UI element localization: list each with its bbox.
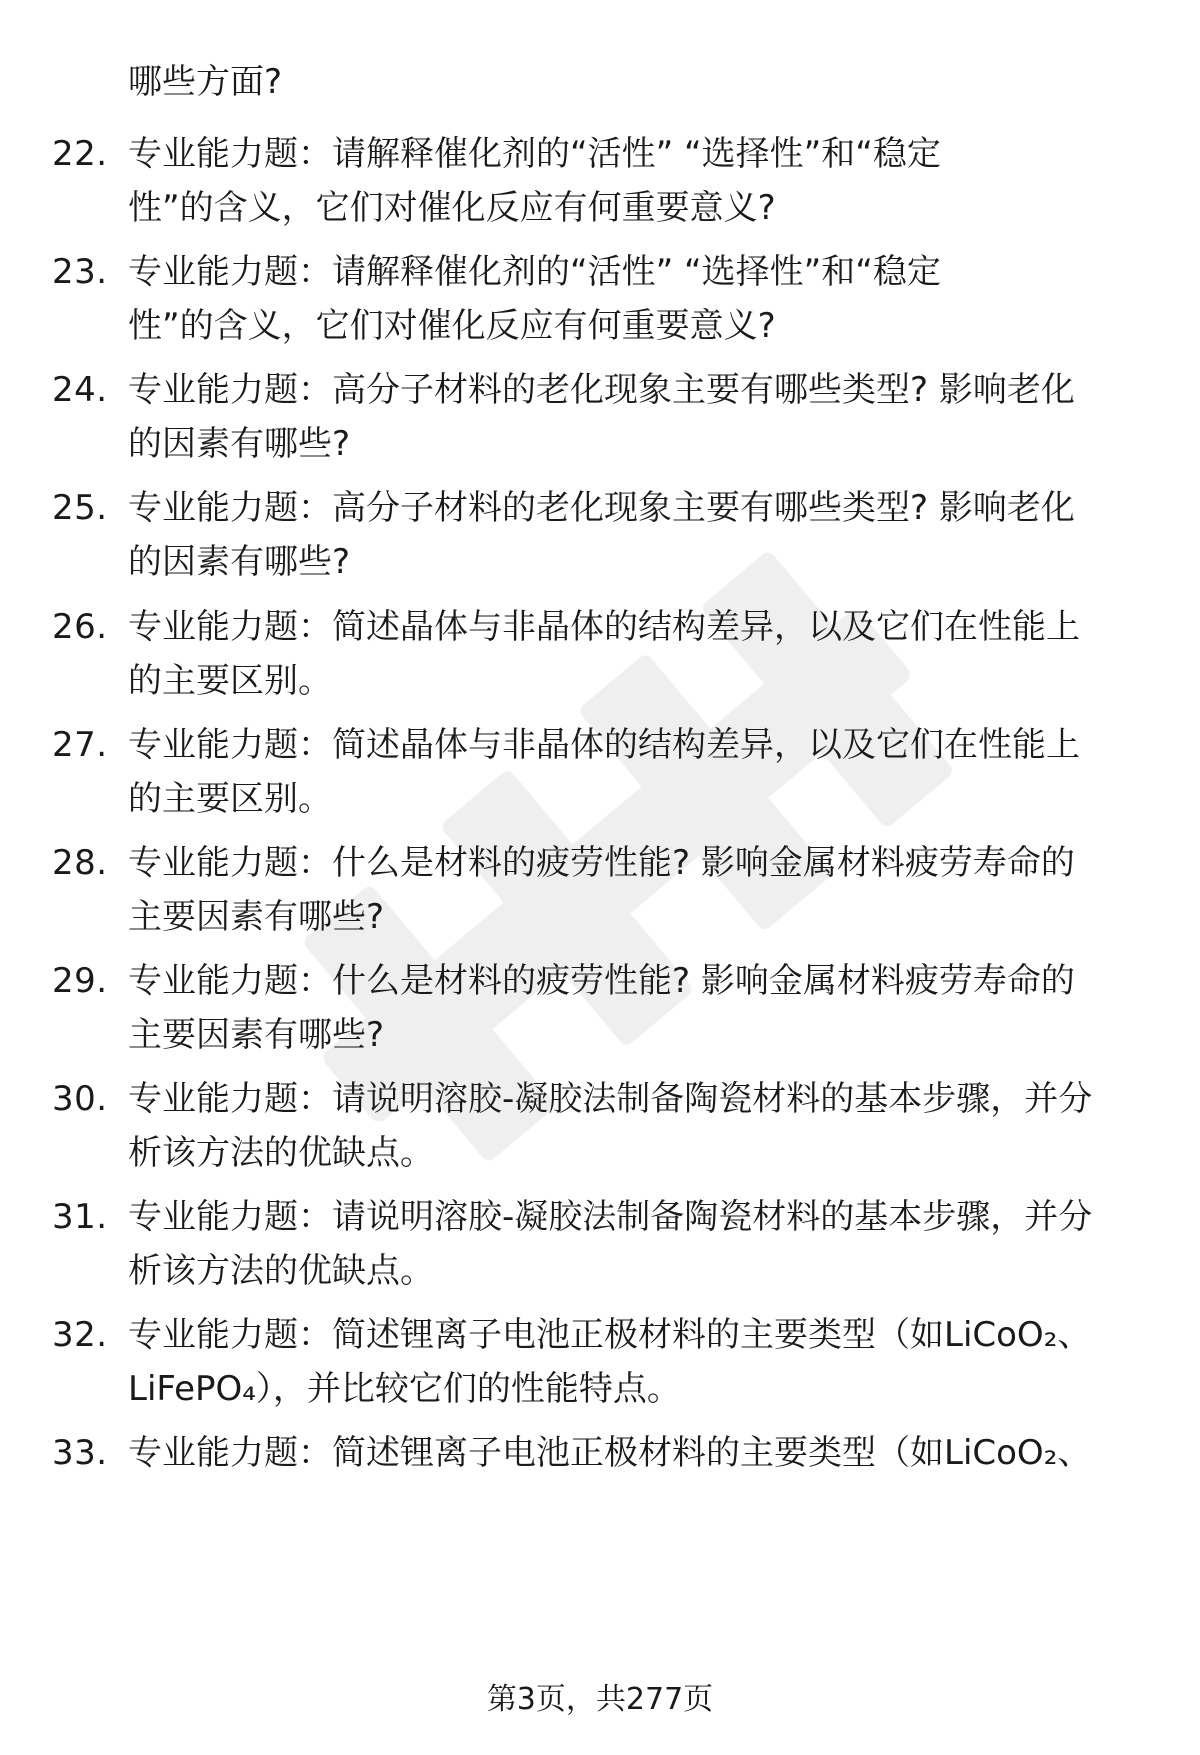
question-text-line2: 性”的含义，它们对催化反应有何重要意义? xyxy=(128,306,776,346)
question-text-line1: 专业能力题：简述晶体与非晶体的结构差异，以及它们在性能上 xyxy=(128,725,1080,765)
question-number: 23. xyxy=(52,252,108,292)
question-number: 32. xyxy=(52,1315,108,1355)
continued-question-text: 哪些方面? xyxy=(128,62,283,102)
question-number: 27. xyxy=(52,725,108,765)
question-text-line1: 专业能力题：什么是材料的疲劳性能? 影响金属材料疲劳寿命的 xyxy=(128,961,1075,1001)
question-text-line1: 专业能力题：高分子材料的老化现象主要有哪些类型? 影响老化 xyxy=(128,370,1075,410)
question-text-line1: 专业能力题：简述锂离子电池正极材料的主要类型（如LiCoO₂、 xyxy=(128,1433,1092,1473)
question-number: 22. xyxy=(52,134,108,174)
question-number: 31. xyxy=(52,1197,108,1237)
question-text-line2: 析该方法的优缺点。 xyxy=(128,1133,434,1173)
question-text-line2: LiFePO₄），并比较它们的性能特点。 xyxy=(128,1369,681,1409)
question-text-line2: 主要因素有哪些? xyxy=(128,897,385,937)
question-text-line1: 专业能力题：请说明溶胶-凝胶法制备陶瓷材料的基本步骤，并分 xyxy=(128,1079,1093,1119)
question-number: 26. xyxy=(52,607,108,647)
question-number: 25. xyxy=(52,488,108,528)
question-text-line1: 专业能力题：请解释催化剂的“活性” “选择性”和“稳定 xyxy=(128,252,941,292)
question-number: 33. xyxy=(52,1433,108,1473)
question-text-line2: 的因素有哪些? xyxy=(128,542,351,582)
question-text-line1: 专业能力题：简述锂离子电池正极材料的主要类型（如LiCoO₂、 xyxy=(128,1315,1092,1355)
question-text-line1: 专业能力题：请说明溶胶-凝胶法制备陶瓷材料的基本步骤，并分 xyxy=(128,1197,1093,1237)
question-text-line2: 性”的含义，它们对催化反应有何重要意义? xyxy=(128,188,776,228)
question-number: 28. xyxy=(52,843,108,883)
question-text-line1: 专业能力题：简述晶体与非晶体的结构差异，以及它们在性能上 xyxy=(128,607,1080,647)
question-number: 30. xyxy=(52,1079,108,1119)
question-text-line2: 主要因素有哪些? xyxy=(128,1015,385,1055)
question-text-line1: 专业能力题：请解释催化剂的“活性” “选择性”和“稳定 xyxy=(128,134,941,174)
question-text-line2: 的主要区别。 xyxy=(128,779,332,819)
question-number: 29. xyxy=(52,961,108,1001)
page-number-footer: 第3页，共277页 xyxy=(486,1682,714,1717)
question-text-line2: 的因素有哪些? xyxy=(128,424,351,464)
question-text-line2: 的主要区别。 xyxy=(128,661,332,701)
question-number: 24. xyxy=(52,370,108,410)
question-text-line1: 专业能力题：高分子材料的老化现象主要有哪些类型? 影响老化 xyxy=(128,488,1075,528)
question-text-line1: 专业能力题：什么是材料的疲劳性能? 影响金属材料疲劳寿命的 xyxy=(128,843,1075,883)
question-text-line2: 析该方法的优缺点。 xyxy=(128,1251,434,1291)
